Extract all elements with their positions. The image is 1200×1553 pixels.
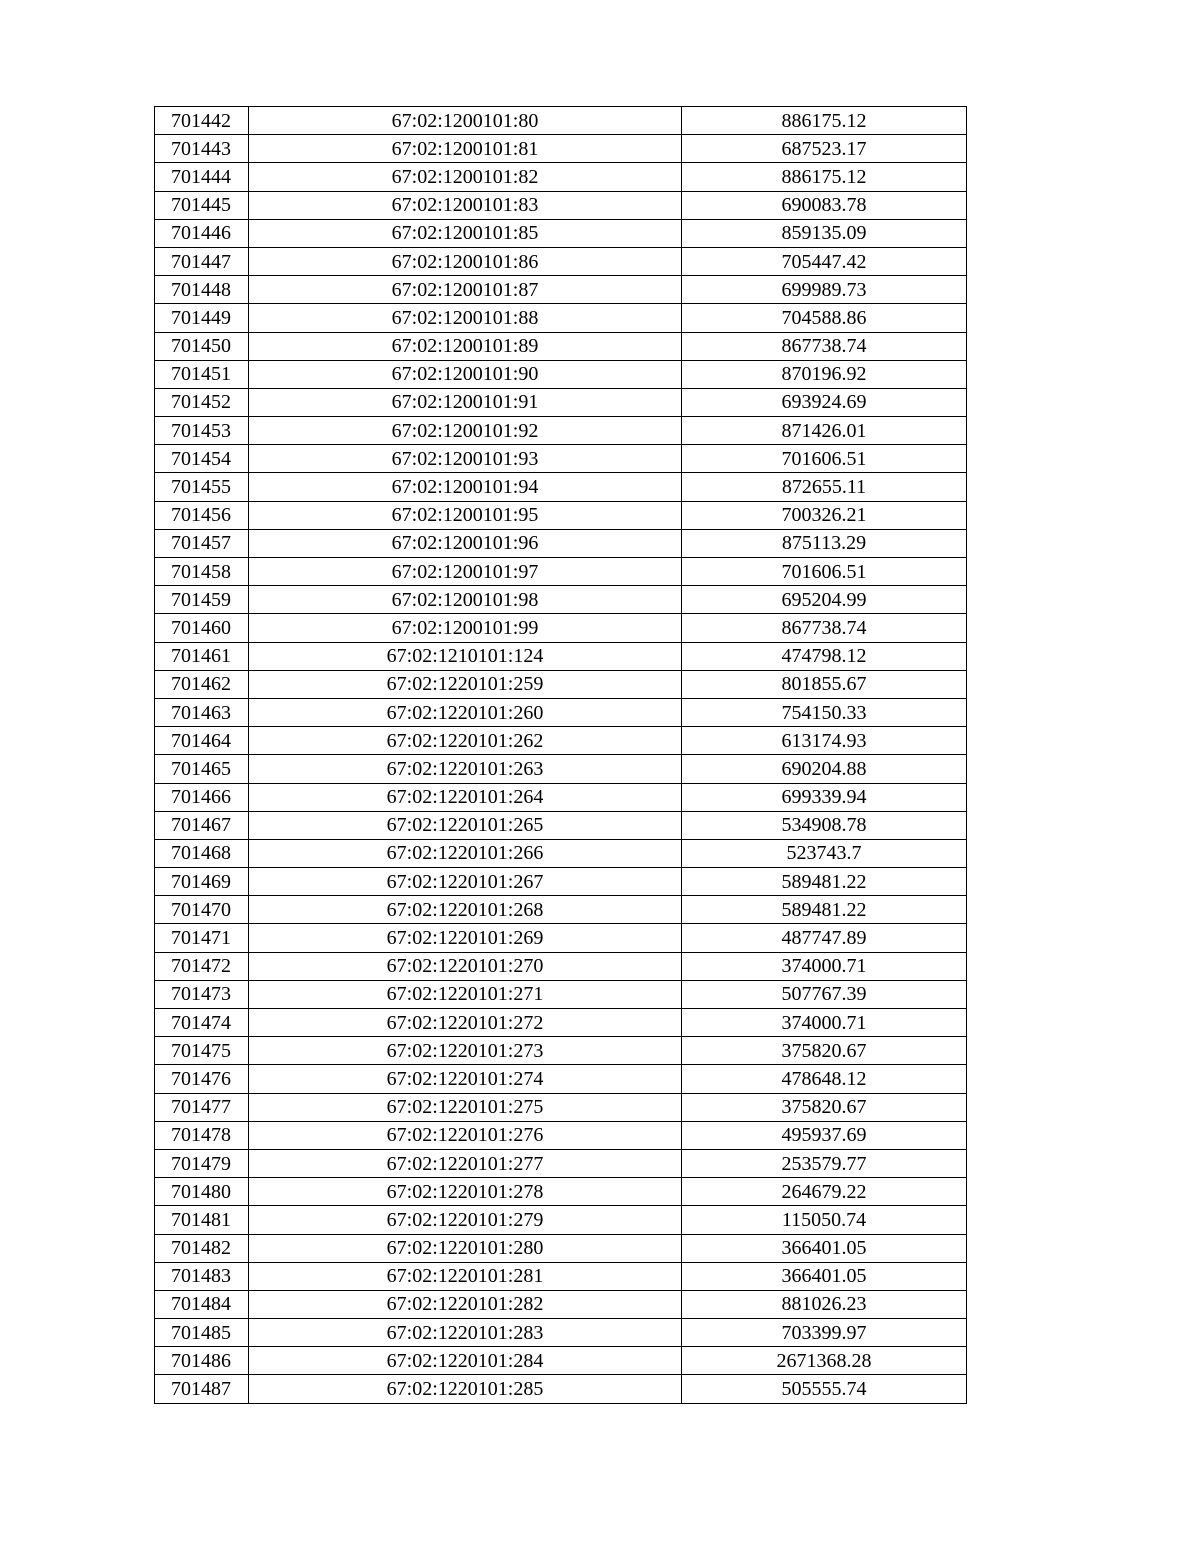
- row-id-cell: 701483: [155, 1262, 249, 1290]
- value-cell: 881026.23: [682, 1290, 967, 1318]
- table-row: [155, 276, 967, 304]
- table-row: [155, 360, 967, 388]
- cadastral-number-cell: 67:02:1220101:272: [249, 1009, 682, 1037]
- value-cell: 872655.11: [682, 473, 967, 501]
- row-id-cell: 701465: [155, 755, 249, 783]
- table-row: [155, 1375, 967, 1403]
- cadastral-number-cell: 67:02:1200101:89: [249, 332, 682, 360]
- table-row: [155, 1206, 967, 1234]
- table-row: [155, 1319, 967, 1347]
- value-cell: 366401.05: [682, 1234, 967, 1262]
- cadastral-number-cell: 67:02:1200101:90: [249, 360, 682, 388]
- table-row: [155, 727, 967, 755]
- cadastral-number-cell: 67:02:1220101:259: [249, 670, 682, 698]
- table-row: [155, 586, 967, 614]
- value-cell: 374000.71: [682, 1009, 967, 1037]
- cadastral-number-cell: 67:02:1220101:282: [249, 1290, 682, 1318]
- row-id-cell: 701477: [155, 1093, 249, 1121]
- cadastral-number-cell: 67:02:1220101:262: [249, 727, 682, 755]
- cadastral-number-cell: 67:02:1200101:99: [249, 614, 682, 642]
- table-row: [155, 445, 967, 473]
- table-row: [155, 642, 967, 670]
- row-id-cell: 701476: [155, 1065, 249, 1093]
- value-cell: 115050.74: [682, 1206, 967, 1234]
- table-row: [155, 952, 967, 980]
- table-row: [155, 670, 967, 698]
- table-row: [155, 811, 967, 839]
- table-row: [155, 1037, 967, 1065]
- row-id-cell: 701461: [155, 642, 249, 670]
- row-id-cell: 701459: [155, 586, 249, 614]
- row-id-cell: 701486: [155, 1347, 249, 1375]
- value-cell: 253579.77: [682, 1149, 967, 1177]
- table-row: [155, 388, 967, 416]
- cadastral-number-cell: 67:02:1200101:85: [249, 219, 682, 247]
- row-id-cell: 701478: [155, 1121, 249, 1149]
- value-cell: 374000.71: [682, 952, 967, 980]
- value-cell: 886175.12: [682, 163, 967, 191]
- value-cell: 690204.88: [682, 755, 967, 783]
- value-cell: 487747.89: [682, 924, 967, 952]
- value-cell: 478648.12: [682, 1065, 967, 1093]
- cadastral-number-cell: 67:02:1220101:268: [249, 896, 682, 924]
- value-cell: 375820.67: [682, 1093, 967, 1121]
- table-body: [155, 107, 967, 1404]
- row-id-cell: 701455: [155, 473, 249, 501]
- value-cell: 613174.93: [682, 727, 967, 755]
- row-id-cell: 701447: [155, 247, 249, 275]
- table-row: [155, 980, 967, 1008]
- cadastral-number-cell: 67:02:1220101:278: [249, 1178, 682, 1206]
- table-row: [155, 868, 967, 896]
- table-row: [155, 473, 967, 501]
- row-id-cell: 701464: [155, 727, 249, 755]
- row-id-cell: 701482: [155, 1234, 249, 1262]
- row-id-cell: 701451: [155, 360, 249, 388]
- cadastral-number-cell: 67:02:1220101:280: [249, 1234, 682, 1262]
- row-id-cell: 701463: [155, 698, 249, 726]
- cadastral-number-cell: 67:02:1220101:285: [249, 1375, 682, 1403]
- cadastral-number-cell: 67:02:1220101:277: [249, 1149, 682, 1177]
- table-row: [155, 1093, 967, 1121]
- value-cell: 693924.69: [682, 388, 967, 416]
- value-cell: 589481.22: [682, 868, 967, 896]
- cadastral-number-cell: 67:02:1220101:283: [249, 1319, 682, 1347]
- cadastral-number-cell: 67:02:1200101:95: [249, 501, 682, 529]
- value-cell: 505555.74: [682, 1375, 967, 1403]
- table-row: [155, 1347, 967, 1375]
- cadastral-number-cell: 67:02:1210101:124: [249, 642, 682, 670]
- value-cell: 690083.78: [682, 191, 967, 219]
- value-cell: 701606.51: [682, 558, 967, 586]
- table-row: [155, 529, 967, 557]
- value-cell: 495937.69: [682, 1121, 967, 1149]
- row-id-cell: 701474: [155, 1009, 249, 1037]
- cadastral-number-cell: 67:02:1200101:98: [249, 586, 682, 614]
- value-cell: 704588.86: [682, 304, 967, 332]
- row-id-cell: 701471: [155, 924, 249, 952]
- cadastral-number-cell: 67:02:1200101:80: [249, 107, 682, 135]
- table-row: [155, 924, 967, 952]
- cadastral-number-cell: 67:02:1200101:81: [249, 135, 682, 163]
- row-id-cell: 701479: [155, 1149, 249, 1177]
- value-cell: 699339.94: [682, 783, 967, 811]
- row-id-cell: 701444: [155, 163, 249, 191]
- value-cell: 695204.99: [682, 586, 967, 614]
- value-cell: 859135.09: [682, 219, 967, 247]
- row-id-cell: 701470: [155, 896, 249, 924]
- value-cell: 507767.39: [682, 980, 967, 1008]
- row-id-cell: 701480: [155, 1178, 249, 1206]
- value-cell: 867738.74: [682, 614, 967, 642]
- table-row: [155, 896, 967, 924]
- cadastral-number-cell: 67:02:1200101:87: [249, 276, 682, 304]
- cadastral-number-cell: 67:02:1220101:270: [249, 952, 682, 980]
- row-id-cell: 701458: [155, 558, 249, 586]
- value-cell: 264679.22: [682, 1178, 967, 1206]
- table-row: [155, 1234, 967, 1262]
- table-row: [155, 219, 967, 247]
- cadastral-number-cell: 67:02:1220101:269: [249, 924, 682, 952]
- row-id-cell: 701454: [155, 445, 249, 473]
- table-row: [155, 755, 967, 783]
- table-row: [155, 1121, 967, 1149]
- value-cell: 375820.67: [682, 1037, 967, 1065]
- table-row: [155, 1065, 967, 1093]
- table-row: [155, 558, 967, 586]
- value-cell: 474798.12: [682, 642, 967, 670]
- cadastral-number-cell: 67:02:1200101:97: [249, 558, 682, 586]
- table-row: [155, 614, 967, 642]
- row-id-cell: 701449: [155, 304, 249, 332]
- row-id-cell: 701466: [155, 783, 249, 811]
- value-cell: 523743.7: [682, 839, 967, 867]
- value-cell: 2671368.28: [682, 1347, 967, 1375]
- cadastral-number-cell: 67:02:1200101:88: [249, 304, 682, 332]
- row-id-cell: 701443: [155, 135, 249, 163]
- row-id-cell: 701453: [155, 417, 249, 445]
- row-id-cell: 701460: [155, 614, 249, 642]
- cadastral-number-cell: 67:02:1220101:265: [249, 811, 682, 839]
- value-cell: 366401.05: [682, 1262, 967, 1290]
- table-row: [155, 1262, 967, 1290]
- value-cell: 705447.42: [682, 247, 967, 275]
- value-cell: 534908.78: [682, 811, 967, 839]
- value-cell: 703399.97: [682, 1319, 967, 1347]
- cadastral-number-cell: 67:02:1220101:263: [249, 755, 682, 783]
- table-row: [155, 783, 967, 811]
- cadastral-number-cell: 67:02:1200101:93: [249, 445, 682, 473]
- cadastral-number-cell: 67:02:1220101:275: [249, 1093, 682, 1121]
- row-id-cell: 701445: [155, 191, 249, 219]
- table-row: [155, 332, 967, 360]
- row-id-cell: 701475: [155, 1037, 249, 1065]
- row-id-cell: 701446: [155, 219, 249, 247]
- value-cell: 875113.29: [682, 529, 967, 557]
- cadastral-number-cell: 67:02:1220101:271: [249, 980, 682, 1008]
- cadastral-number-cell: 67:02:1200101:94: [249, 473, 682, 501]
- row-id-cell: 701452: [155, 388, 249, 416]
- table-row: [155, 1290, 967, 1318]
- table-row: [155, 1178, 967, 1206]
- row-id-cell: 701485: [155, 1319, 249, 1347]
- table-row: [155, 191, 967, 219]
- cadastral-number-cell: 67:02:1200101:92: [249, 417, 682, 445]
- row-id-cell: 701457: [155, 529, 249, 557]
- cadastral-number-cell: 67:02:1220101:273: [249, 1037, 682, 1065]
- cadastral-number-cell: 67:02:1220101:281: [249, 1262, 682, 1290]
- table-row: [155, 163, 967, 191]
- table-row: [155, 501, 967, 529]
- table-row: [155, 107, 967, 135]
- table-row: [155, 1009, 967, 1037]
- row-id-cell: 701487: [155, 1375, 249, 1403]
- row-id-cell: 701442: [155, 107, 249, 135]
- row-id-cell: 701468: [155, 839, 249, 867]
- value-cell: 700326.21: [682, 501, 967, 529]
- table-row: [155, 1149, 967, 1177]
- row-id-cell: 701469: [155, 868, 249, 896]
- row-id-cell: 701473: [155, 980, 249, 1008]
- table-row: [155, 247, 967, 275]
- value-cell: 687523.17: [682, 135, 967, 163]
- value-cell: 870196.92: [682, 360, 967, 388]
- cadastral-number-cell: 67:02:1200101:83: [249, 191, 682, 219]
- value-cell: 701606.51: [682, 445, 967, 473]
- row-id-cell: 701462: [155, 670, 249, 698]
- row-id-cell: 701450: [155, 332, 249, 360]
- cadastral-number-cell: 67:02:1200101:91: [249, 388, 682, 416]
- table-row: [155, 135, 967, 163]
- row-id-cell: 701456: [155, 501, 249, 529]
- table-row: [155, 417, 967, 445]
- value-cell: 589481.22: [682, 896, 967, 924]
- cadastral-number-cell: 67:02:1220101:284: [249, 1347, 682, 1375]
- cadastral-number-cell: 67:02:1220101:276: [249, 1121, 682, 1149]
- table-row: [155, 839, 967, 867]
- value-cell: 699989.73: [682, 276, 967, 304]
- cadastral-number-cell: 67:02:1220101:264: [249, 783, 682, 811]
- cadastral-number-cell: 67:02:1220101:279: [249, 1206, 682, 1234]
- value-cell: 871426.01: [682, 417, 967, 445]
- value-cell: 886175.12: [682, 107, 967, 135]
- row-id-cell: 701467: [155, 811, 249, 839]
- value-cell: 801855.67: [682, 670, 967, 698]
- row-id-cell: 701472: [155, 952, 249, 980]
- cadastral-number-cell: 67:02:1200101:86: [249, 247, 682, 275]
- value-cell: 754150.33: [682, 698, 967, 726]
- cadastral-number-cell: 67:02:1200101:82: [249, 163, 682, 191]
- cadastral-number-cell: 67:02:1220101:267: [249, 868, 682, 896]
- row-id-cell: 701481: [155, 1206, 249, 1234]
- cadastral-number-cell: 67:02:1220101:274: [249, 1065, 682, 1093]
- data-table: [154, 106, 967, 1404]
- cadastral-number-cell: 67:02:1220101:260: [249, 698, 682, 726]
- value-cell: 867738.74: [682, 332, 967, 360]
- table-row: [155, 304, 967, 332]
- cadastral-number-cell: 67:02:1200101:96: [249, 529, 682, 557]
- cadastral-number-cell: 67:02:1220101:266: [249, 839, 682, 867]
- row-id-cell: 701484: [155, 1290, 249, 1318]
- table-row: [155, 698, 967, 726]
- row-id-cell: 701448: [155, 276, 249, 304]
